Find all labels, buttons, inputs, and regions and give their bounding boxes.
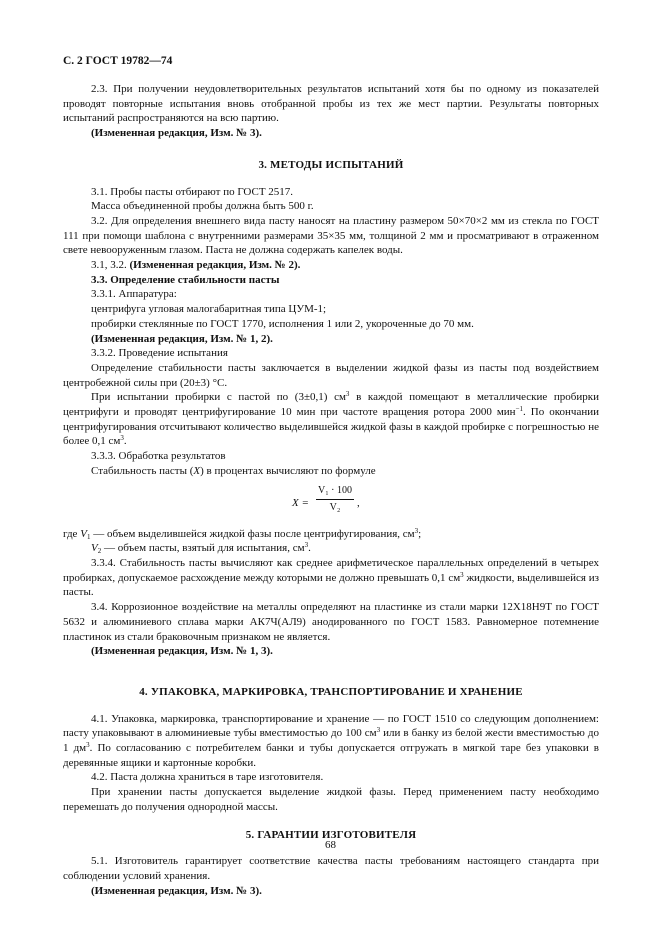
paragraph-3-3-1: 3.3.1. Аппаратура: [91, 288, 177, 301]
paragraph-calculation [63, 464, 599, 479]
section-5-heading: 5. ГАРАНТИИ ИЗГОТОВИТЕЛЯ [245, 828, 417, 841]
superscript: 3 [414, 526, 419, 535]
formula-denominator: V₂ [329, 501, 341, 513]
paragraph-5-1: 5.1. Изготовитель гарантирует соответствие качества пасты требованиям настоящего стандарта при соблюдении условий хранения. [63, 855, 599, 882]
paragraph-3-3-4 [63, 556, 599, 600]
text-run: или в банку из белой жести вместимостью до 1 дм [63, 727, 599, 755]
paragraph-3-3-3: 3.3.3. Обработка результатов [91, 450, 226, 463]
section-3-heading: 3. МЕТОДЫ ИСПЫТАНИЙ [258, 158, 404, 171]
text-run: . По согласованию с потребителем банки и тубы допускается отгружать в мягкой таре без упаковки в деревянные ящики и картонные коробки. [63, 742, 600, 769]
item-centrifuge: центрифуга угловая малогабаритная типа ЦУМ-1; [91, 303, 327, 316]
edition-note: (Измененная редакция, Изм. № 2). [129, 259, 301, 272]
text-run: 4.1. Упаковка, маркировка, транспортирование и хранение — по ГОСТ 1510 со следующим дополнением: пасту упаковывают в алюминиевые тубы вместимостью до 100 см [63, 712, 599, 740]
paragraph-3-3: 3.3. Определение стабильности пасты [91, 273, 280, 286]
variable-x: X [193, 464, 201, 477]
text-run: Стабильность пасты ( [91, 464, 194, 477]
paragraph-stability-definition: Определение стабильности пасты заключается в выделении жидкой фазы из пасты под воздействием центробежной силы при (20±3) °С. [63, 361, 599, 389]
edition-note: (Измененная редакция, Изм. № 1, 2). [91, 332, 273, 345]
paragraph-4-2: 4.2. Паста должна храниться в таре изготовителя. [91, 771, 324, 784]
superscript: 3 [120, 434, 124, 443]
text-run: . [123, 435, 127, 448]
clause-numbers: 3.1, 3.2. [91, 259, 127, 272]
where-v1 [63, 527, 599, 542]
paragraph-4-2-storage: При хранении пасты допускается выделение жидкой фазы. Перед применением пасту необходимо перемешать до получения однородной массы. [63, 786, 599, 813]
formula-numerator: V₁ · 100 [316, 485, 354, 500]
formula-comma: , [357, 496, 360, 509]
text-run: — объем выделившейся жидкой фазы после центрифугирования, см [90, 527, 415, 540]
superscript: 3 [345, 390, 350, 399]
text-run: — объем пасты, взятый для испытания, см [101, 542, 305, 555]
paragraph-3-3-2: 3.3.2. Проведение испытания [91, 347, 228, 360]
superscript: 3 [304, 541, 309, 550]
text-run: При испытании пробирки с пастой по (3±0,1) см [91, 391, 346, 404]
paragraph-3-2: 3.2. Для определения внешнего вида пасту наносят на пластину размером 50×70×2 мм из стекла по ГОСТ 111 при помощи шаблона с внутренними размерами 35×35 мм, толщиной 2 мм и просматривают в отраженном свете невооруженным глазом. Паста не должна содержать капелек воды. [63, 214, 599, 257]
superscript: 3 [376, 726, 381, 735]
superscript: 3 [86, 741, 90, 750]
variable-v: V [80, 527, 87, 540]
edition-note: (Измененная редакция, Изм. № 1, 3). [91, 645, 273, 658]
paragraph-test-procedure [63, 390, 599, 449]
formula-fraction [316, 485, 354, 514]
paragraph-3-1: 3.1. Пробы пасты отбирают по ГОСТ 2517. [91, 185, 294, 198]
section-4-heading: 4. УПАКОВКА, МАРКИРОВКА, ТРАНСПОРТИРОВАНИЕ И ХРАНЕНИЕ [139, 685, 523, 698]
where-v2 [63, 541, 599, 556]
formula-lhs: X = [292, 496, 309, 509]
paragraph-4-1 [63, 712, 599, 771]
subscript: 1 [86, 532, 91, 541]
document-body [63, 82, 599, 898]
text-run: . По окончании центрифугирования отсчитывают количество выделившейся жидкой фазы в каждой пробирке с погрешностью не более 0,1 см [63, 406, 599, 448]
item-tubes: пробирки стеклянные по ГОСТ 1770, исполнения 1 или 2, укороченные до 70 мм. [91, 317, 474, 330]
text-run: . [308, 542, 311, 555]
text-run: ) в процентах вычисляют по формуле [200, 464, 376, 477]
subscript: 2 [97, 547, 102, 556]
paragraph-3-1-mass: Масса объединенной пробы должна быть 500 г. [91, 200, 314, 213]
superscript: −1 [515, 405, 524, 414]
text-run: 3.3.4. Стабильность пасты вычисляют как среднее арифметическое параллельных определений в четырех пробирках, допускаемое расхождение между которыми не должно превышать 0,1 см [63, 556, 599, 584]
stability-formula [63, 485, 599, 523]
paragraph-3-1-3-2-edition [63, 258, 599, 273]
variable-v: V [91, 542, 98, 555]
superscript: 3 [460, 570, 464, 579]
page-number: 68 [325, 839, 336, 851]
text-run: ; [418, 527, 422, 540]
paragraph-3-4: 3.4. Коррозионное воздействие на металлы определяют на пластинке из стали марки 12Х18Н9Т по ГОСТ 5632 и алюминиевого сплава марки АК7Ч(АЛ9) анодированного по ГОСТ 1583. Равномерное потемнение пластинок из стали браковочным признаком не является. [63, 601, 599, 643]
edition-note: (Измененная редакция, Изм. № 3). [91, 127, 262, 140]
page-header: С. 2 ГОСТ 19782—74 [63, 55, 173, 67]
paragraph-2-3: 2.3. При получении неудовлетворительных результатов испытаний хотя бы по одному из показателей проводят повторные испытания вновь отобранной пробы из тех же мест партии. Результаты повторных испытаний распространяются на всю партию. [63, 83, 599, 125]
text-run: жидкости, выделившейся из пасты. [63, 571, 599, 599]
text-run: где [63, 527, 81, 540]
text-run: в каждой помещают в металлические пробирки центрифуги и проводят центрифугирование 10 мин при частоте вращения ротора 2000 мин [63, 391, 600, 419]
edition-note: (Измененная редакция, Изм. № 3). [91, 884, 262, 897]
